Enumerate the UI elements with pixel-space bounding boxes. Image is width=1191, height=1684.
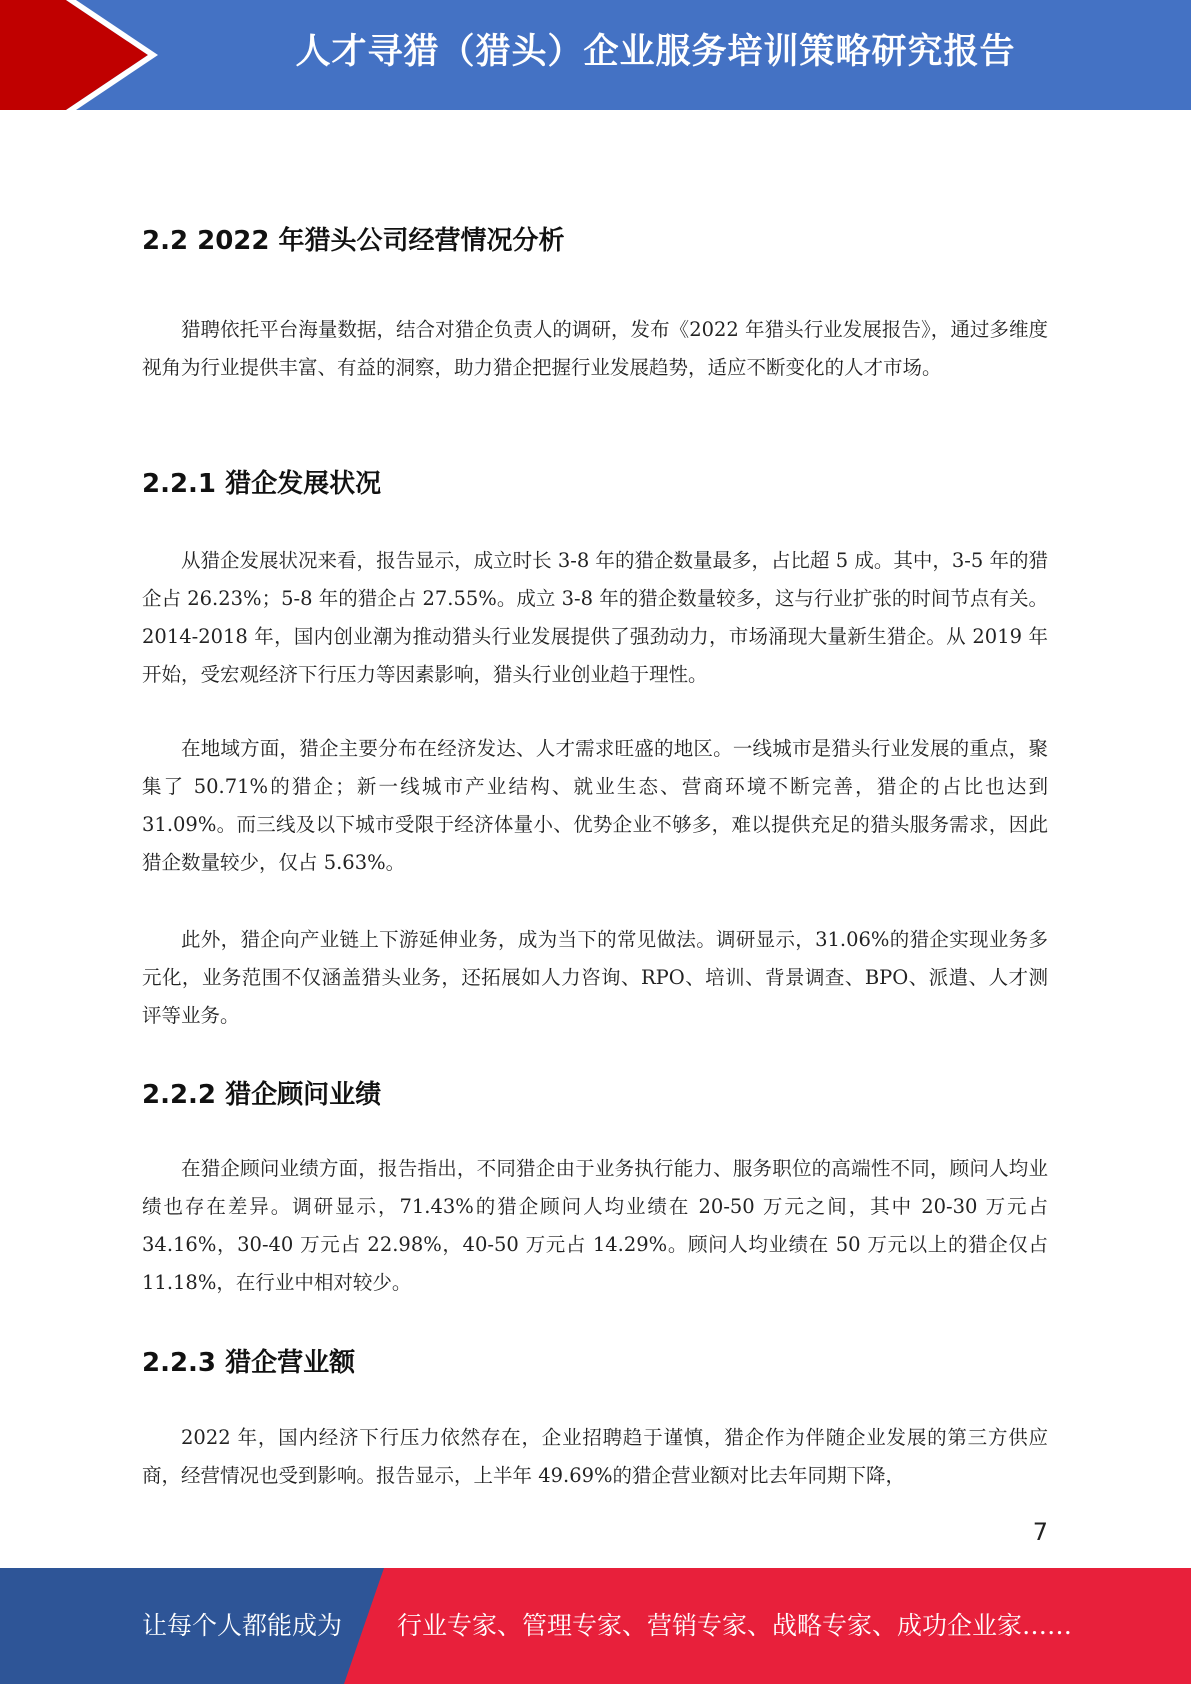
header-chevron-decoration	[0, 0, 160, 110]
footer-banner	[0, 1568, 1191, 1684]
paragraph: 在猎企顾问业绩方面，报告指出，不同猎企由于业务执行能力、服务职位的高端性不同，顾问人均业绩也存在差异。调研显示，71.43%的猎企顾问人均业绩在 20-50 万元之间，其中 20-30 万元占 34.16%，30-40 万元占 22.98%，40-50 万元占 14.29%。顾问人均业绩在 50 万元以上的猎企仅占 11.18%，在行业中相对较少。	[142, 1157, 1048, 1294]
footer-slogan-right: 行业专家、管理专家、营销专家、战略专家、成功企业家……	[397, 1611, 1073, 1640]
header-title: 人才寻猎（猎头）企业服务培训策略研究报告	[295, 32, 1016, 72]
paragraph: 2022 年，国内经济下行压力依然存在，企业招聘趋于谨慎，猎企作为伴随企业发展的第三方供应商，经营情况也受到影响。报告显示，上半年 49.69%的猎企营业额对比去年同期下降，	[142, 1426, 1048, 1487]
paragraph: 在地域方面，猎企主要分布在经济发达、人才需求旺盛的地区。一线城市是猎头行业发展的重点，聚集了 50.71%的猎企；新一线城市产业结构、就业生态、营商环境不断完善，猎企的占比也达到 31.09%。而三线及以下城市受限于经济体量小、优势企业不够多，难以提供充足的猎头服务需求，因此猎企数量较少，仅占 5.63%。	[142, 737, 1048, 874]
paragraph: 从猎企发展状况来看，报告显示，成立时长 3-8 年的猎企数量最多，占比超 5 成。其中，3-5 年的猎企占 26.23%；5-8 年的猎企占 27.55%。成立 3-8 年的猎企数量较多，这与行业扩张的时间节点有关。2014-2018 年，国内创业潮为推动猎头行业发展提供了强劲动力，市场涌现大量新生猎企。从 2019 年开始，受宏观经济下行压力等因素影响，猎头行业创业趋于理性。	[142, 549, 1048, 686]
header-banner	[0, 0, 1191, 110]
paragraph: 此外，猎企向产业链上下游延伸业务，成为当下的常见做法。调研显示，31.06%的猎企实现业务多元化，业务范围不仅涵盖猎头业务，还拓展如人力咨询、RPO、培训、背景调查、BPO、派遣、人才测评等业务。	[142, 928, 1048, 1027]
paragraph: 猎聘依托平台海量数据，结合对猎企负责人的调研，发布《2022 年猎头行业发展报告》，通过多维度视角为行业提供丰富、有益的洞察，助力猎企把握行业发展趋势，适应不断变化的人才市场。	[142, 318, 1048, 379]
section-heading-2-2-3: 2.2.3 猎企营业额	[142, 1348, 356, 1378]
footer-slogan-left: 让每个人都能成为	[142, 1611, 343, 1640]
page-number: 7	[1032, 1518, 1048, 1546]
section-heading-2-2: 2.2 2022 年猎头公司经营情况分析	[142, 226, 565, 256]
section-heading-2-2-2: 2.2.2 猎企顾问业绩	[142, 1080, 382, 1110]
section-heading-2-2-1: 2.2.1 猎企发展状况	[142, 469, 382, 499]
